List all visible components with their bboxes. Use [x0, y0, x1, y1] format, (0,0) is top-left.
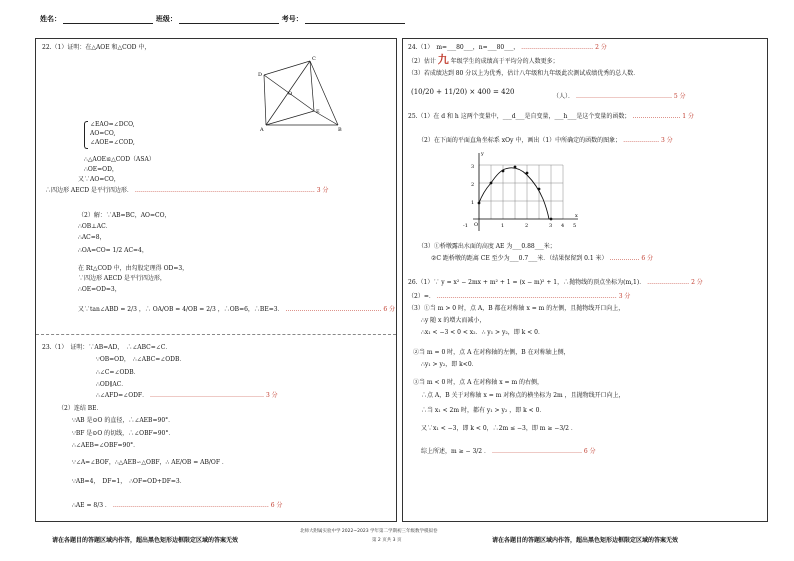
q22-dots-2: …………………………………………: [285, 306, 382, 313]
exam-no-field[interactable]: [305, 23, 405, 24]
footer-warning-left: 请在各题目的答题区域内作答，超出黑色矩形边框限定区域的答案无效: [52, 537, 239, 544]
q23-line-5-text: ∴∠AFD=∠ODF．: [96, 392, 149, 399]
q23-line-2: ∵OB=OD， ∴∠ABC=∠ODB．: [96, 356, 186, 363]
xtick-4: 4: [561, 223, 565, 229]
fig-label-e: E: [316, 109, 320, 115]
q23-score-2: 6 分: [270, 502, 283, 509]
xtick-5: 5: [573, 223, 577, 229]
q25-score-1: 1 分: [682, 113, 694, 120]
q24-score-1: 2 分: [595, 44, 607, 51]
xtick-1: 1: [501, 223, 505, 229]
q25-dots-1: ……………………: [632, 113, 681, 120]
q25-score-3: 6 分: [641, 255, 654, 262]
q22-line-10: ∴OB⊥AC．: [78, 223, 112, 230]
q26-dots-1: …………………: [647, 279, 690, 286]
q26-line-7: ∴y₁ > y₂，即 k<0．: [421, 361, 478, 368]
fig-label-a: A: [260, 127, 264, 133]
q26-line-4: ∴y 随 x 的增大而减小，: [421, 317, 486, 324]
q24-dots-1: ………………………………: [521, 44, 594, 51]
q22-figure: [258, 53, 344, 133]
q26-score-1: 2 分: [691, 279, 703, 286]
class-field[interactable]: [179, 23, 279, 24]
q26-dots-2: ………………………………………………………………………………: [436, 293, 617, 300]
q23-line-3: ∴∠C=∠ODB．: [96, 369, 140, 376]
q22-line-13: 在 Rt△COD 中，由勾股定理得 OD=3，: [78, 265, 189, 272]
exam-no-label: 考号：: [281, 15, 303, 23]
q22-line-12: ∴OA=CO= 1/2 AC=4，: [78, 247, 148, 254]
q26-line-11: 又∵x₁ < −3，即 k < 0，∴2m ≤ −3，即 m ≥ −3/2 ．: [421, 425, 577, 432]
q25-line-4-text: ②C 距桥墩的距离 CE 至少为___0.7___米．（结果保留到 0.1 米）: [431, 255, 608, 262]
q22-brace: [84, 121, 88, 149]
q22-dots-1: ………………………………………………………………………………: [134, 187, 315, 194]
q26-line-5: ∴x₁ < −3 < 0 < x₂．∴ y₁ > y₂，即 k < 0．: [421, 329, 544, 336]
q23-line-8: ∵BF 是⊙O 的切线，∴∠OBF=90°．: [72, 430, 175, 437]
q23-score-1: 3 分: [265, 392, 278, 399]
q22-line-11: ∴AC=8，: [78, 234, 106, 241]
q22-line-8-text: ∴四边形 AECD 是平行四边形．: [45, 187, 133, 194]
fig-label-c: C: [312, 56, 316, 62]
answer-area-right: [402, 38, 768, 522]
footer-page: 第 2 页共 3 页: [372, 538, 402, 543]
q26-line-12: [421, 448, 596, 455]
parabola-curve: [479, 168, 549, 219]
q26-line-3: （3）①当 m > 0 时，点 A，B 都在对称轴 x = m 的左侧，且抛物线开口向上，: [408, 305, 625, 312]
q23-dots-1: …………………………………………………: [150, 392, 265, 399]
q24-line-2: [408, 53, 559, 66]
q23-line-6: （2）连结 BE．: [58, 405, 103, 412]
q23-line-1: 23.（1） 证明：∵AB=AD， ∴∠ABC=∠C．: [42, 344, 172, 351]
divider: [36, 334, 396, 335]
ytick-2: 2: [471, 182, 475, 188]
q24-line-2a: （2）估计: [408, 58, 436, 65]
q22-line-5: ∴△AOE≌△COD（ASA）: [84, 156, 155, 163]
q24-handwritten-answer: 九: [437, 53, 449, 66]
header-fields: [40, 14, 405, 24]
q22-line-15: ∴OE=OD=3，: [78, 286, 121, 293]
ytick-3: 3: [471, 164, 475, 170]
name-label: 姓名：: [40, 15, 61, 23]
xtick-neg1: -1: [463, 223, 468, 229]
fig-label-b: B: [338, 127, 342, 133]
footer-warning-right: 请在各题目的答题区域内作答，超出黑色矩形边框限定区域的答案无效: [492, 537, 679, 544]
q22-line-16: [78, 306, 395, 313]
q25-graph: [453, 147, 583, 235]
q24-line-2c: 年级学生的成绩高于平均分的人数更多；: [450, 58, 559, 65]
q26-line-1: [408, 279, 703, 286]
axis-origin: O: [474, 222, 479, 228]
q26-line-6: ②当 m = 0 时，点 A 在对称轴的左侧，B 在对称轴上侧，: [413, 349, 570, 356]
q22-line-16-text: 又∵tan∠ABD = 2/3 ，∴ OA/OB = 4/OB = 2/3 ，∴OB=6，∴BE=3．: [78, 306, 284, 313]
q22-score-2: 6 分: [383, 306, 396, 313]
q22-line-14: ∵四边形 AECD 是平行四边形，: [78, 275, 166, 282]
q25-dots-2: ………………: [623, 137, 660, 144]
xtick-2: 2: [525, 223, 529, 229]
name-field[interactable]: [63, 23, 153, 24]
ytick-1: 1: [471, 200, 475, 206]
fig-label-o: O: [288, 91, 293, 97]
q23-line-7: ∵AB 是⊙O 的直径，∴∠AEB=90°．: [72, 417, 175, 424]
fig-label-d: D: [258, 72, 263, 78]
q26-score-2: 3 分: [618, 293, 631, 300]
q25-line-2-text: （2）在下面的平面直角坐标系 xOy 中，画出（1）中所确定的函数的图象；: [418, 137, 622, 144]
q26-line-12-text: 综上所述，m ≥ − 3/2 ．: [421, 448, 491, 455]
q22-line-9: （2）解：∵AB=BC，AO=CO，: [78, 212, 171, 219]
q23-line-10: ∵∠A=∠BOF，∴△AEB∽△OBF，∴ AE/OB = AB/OF ．: [72, 459, 228, 466]
q22-line-6: ∴OE=OD，: [84, 166, 118, 173]
q24-line-1-text: 24.（1） m=___80___，n=___80___，: [408, 44, 520, 51]
q26-line-10: ∴当 x₁ < 2m 时，都有 y₁ > y₂ ，即 k < 0．: [421, 407, 546, 414]
q26-line-2-text: （2）=．: [408, 293, 435, 300]
q24-line-5-text: （人）．: [553, 93, 575, 100]
q23-line-9: ∴∠AEB=∠OBF=90°．: [72, 442, 140, 449]
q25-dots-3: ……………: [609, 255, 640, 262]
q22-line-7: 又∵AO=CO，: [78, 176, 120, 183]
answer-area-left: [35, 38, 397, 522]
q24-dots-2: …………………………………………: [575, 93, 672, 100]
q22-line-4: ∠AOE=∠COD,: [90, 139, 135, 146]
class-label: 班级：: [155, 15, 177, 23]
q24-line-5: [553, 93, 686, 100]
q23-line-12-text: ∴AE = 8/3 ．: [72, 502, 111, 509]
q25-score-2: 3 分: [661, 137, 673, 144]
q23-dots-2: ……………………………………………………………………: [112, 502, 269, 509]
xtick-3: 3: [549, 223, 553, 229]
q22-line-3: AO=CO,: [90, 130, 116, 137]
axis-label-y: y: [481, 151, 484, 157]
q25-line-1: [408, 113, 694, 120]
q22-score-1: 3 分: [316, 187, 329, 194]
q23-line-11: ∵AB=4， DF=1， ∴OF=OD+DF=3．: [72, 478, 186, 485]
q26-score-3: 6 分: [583, 448, 596, 455]
q23-line-12: [72, 502, 283, 509]
q22-line-8: [45, 187, 329, 194]
q24-line-3: （3）若成绩达到 80 分以上为优秀，估计八年级和九年级此次测试成绩优秀的总人数．: [408, 70, 640, 77]
axis-label-x: x: [575, 213, 578, 219]
q24-line-1: [408, 44, 607, 51]
q24-score-2: 5 分: [673, 93, 686, 100]
q26-dots-3: ………………………………………: [491, 448, 582, 455]
q23-line-4: ∴OD∥AC．: [96, 381, 128, 388]
q24-line-4: (10/20 + 11/20) × 400 = 420: [411, 88, 515, 96]
q22-line-1: 22.（1）证明：在△AOE 和△COD 中，: [42, 44, 151, 51]
q26-line-1-text: 26.（1）∵ y = x² − 2mx + m² + 1 = (x − m)² + 1，∴抛物线的顶点坐标为(m,1)．: [408, 279, 646, 286]
q26-line-8: ③当 m < 0 时，点 A 在对称轴 x = m 的右侧，: [413, 379, 544, 386]
q22-line-2: ∠EAO=∠DCO,: [90, 121, 135, 128]
q26-line-9: ∴点 A，B 关于对称轴 x = m 对称点的横坐标为 2m ，且抛物线开口向上，: [421, 392, 625, 399]
q23-line-5: [96, 392, 278, 399]
q25-line-3: （3）①桥墩露出水面的高度 AE 为___0.88___米；: [418, 243, 556, 250]
q25-line-1-text: 25.（1）在 d 和 h 这两个变量中，___d___是自变量，___h___是这个变量的函数；: [408, 113, 631, 120]
q26-line-2: [408, 293, 630, 300]
q25-line-4: [431, 255, 653, 262]
footer-title: 北师大附属实验中学 2022~2023 学年第二学期初三年级数学模拟卷: [300, 529, 438, 534]
q25-line-2: [418, 137, 673, 144]
